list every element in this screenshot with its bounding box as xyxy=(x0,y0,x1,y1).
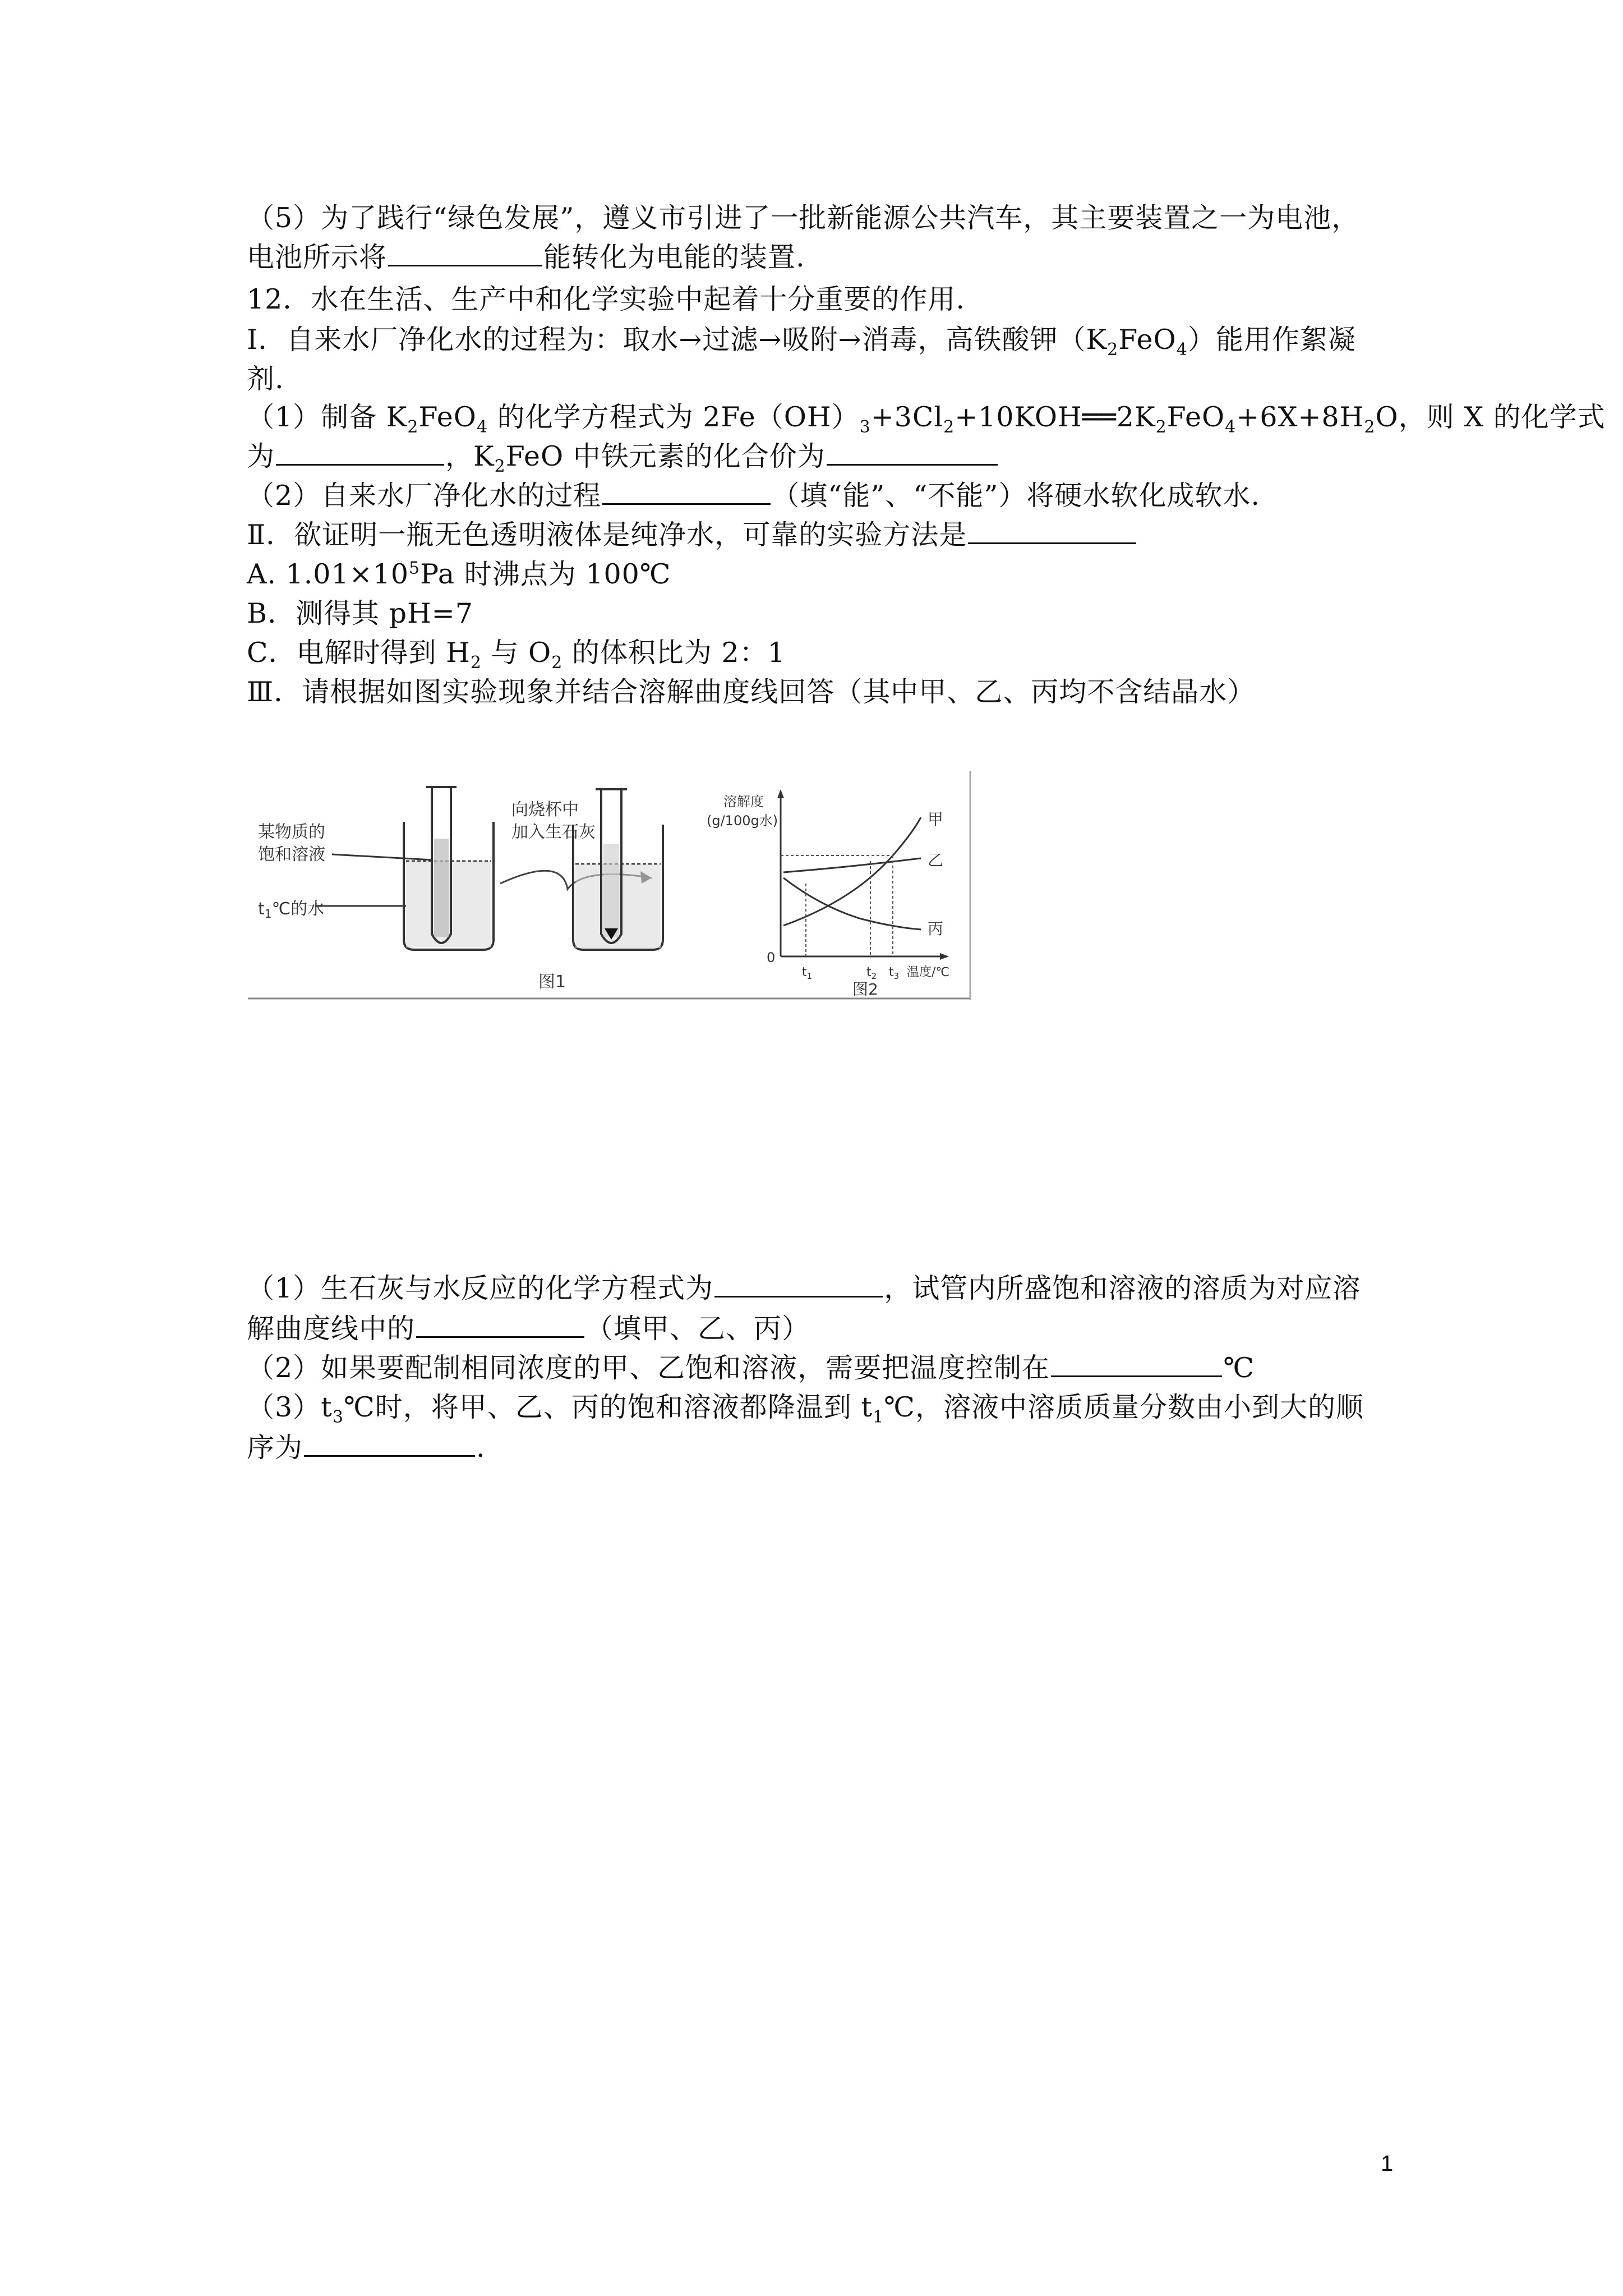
tick-t2: $t_2$ xyxy=(866,965,877,981)
tick-t1: $t_1$ xyxy=(802,965,813,981)
series-bing-label: 丙 xyxy=(928,919,944,938)
answer-blank[interactable] xyxy=(968,517,1136,544)
option-b: B．测得其 pH=7 xyxy=(247,597,473,629)
answer-blank[interactable] xyxy=(304,1429,475,1457)
y-axis-unit: (g/100g水) xyxy=(707,813,778,829)
answer-blank[interactable] xyxy=(827,438,998,466)
q12-part3: Ⅲ．请根据如图实验现象并结合溶解曲度线回答（其中甲、乙、丙均不含结晶水） xyxy=(247,676,1256,708)
q12-q3-line-1: $(3)t_3℃$时，将甲、乙、丙的饱和溶液都降温到 $t_1℃$，溶液中溶质质量分数由小到大的顺 xyxy=(247,1391,1364,1427)
experiment-figure xyxy=(248,771,971,1000)
q12-q3-line-2: 序为 . xyxy=(247,1429,1402,1467)
label-saturated-solution: 饱和溶液 xyxy=(258,845,325,864)
figure-svg xyxy=(248,771,971,1000)
curve-bing xyxy=(783,878,921,930)
q5-text-2b: 能转化为电能的装置. xyxy=(543,241,805,273)
page-number: 1 xyxy=(1381,2151,1394,2176)
figure1-caption: 图1 xyxy=(538,972,566,992)
q12-part2: Ⅱ．欲证明一瓶无色透明液体是纯净水，可靠的实验方法是 xyxy=(247,516,1402,554)
q12-title: 12．水在生活、生产中和化学实验中起着十分重要的作用. xyxy=(247,283,965,315)
q12-sub2: （2）自来水厂净化水的过程 （填“能”、“不能”）将硬水软化成软水. xyxy=(247,477,1402,515)
figure2-caption: 图2 xyxy=(852,980,878,999)
answer-blank[interactable] xyxy=(714,1270,883,1297)
q5-line-1 xyxy=(247,199,1402,237)
origin-label: 0 xyxy=(767,950,776,965)
q5-text-1: （5）为了践行“绿色发展”，遵义市引进了一批新能源公共汽车，其主要装置之一为电池， xyxy=(247,202,1360,234)
q12-part1: Ⅰ．自来水厂净化水的过程为：取水→过滤→吸附→消毒，高铁酸钾$(K_2FeO_4)$能用作絮凝 xyxy=(247,324,1356,360)
answer-blank[interactable] xyxy=(602,477,771,505)
answer-blank[interactable] xyxy=(388,239,542,266)
label-substance: 某物质的 xyxy=(258,822,325,842)
beaker-left xyxy=(404,787,494,950)
answer-blank[interactable] xyxy=(1051,1350,1222,1377)
solubility-chart xyxy=(707,789,949,999)
series-jia-label: 甲 xyxy=(928,810,944,829)
option-a: A. $1.01\times 10^5Pa$ 时沸点为 100℃ xyxy=(247,558,671,590)
q12-part1-end: 剂. xyxy=(247,363,284,395)
arrow-text-1: 向烧杯中 xyxy=(511,800,579,820)
q12-q1-line-2: 解曲度线中的 （填甲、乙、丙） xyxy=(247,1310,1402,1348)
q12-sub1-line-1: （1）制备 $K_2FeO_4$ 的化学方程式为 $2Fe(OH)_3+3Cl_2+10KOH══2K_2FeO_4+6X+8H_2O$，则 X 的化学式 xyxy=(247,401,1606,437)
q12-q1-line-1: （1）生石灰与水反应的化学方程式为 ，试管内所盛饱和溶液的溶质为对应溶 xyxy=(247,1269,1402,1308)
answer-blank[interactable] xyxy=(276,438,444,466)
q12-q2: （2）如果要配制相同浓度的甲、乙饱和溶液，需要把温度控制在 ℃ xyxy=(247,1349,1402,1387)
series-yi-label: 乙 xyxy=(928,851,944,869)
arrow-text-2: 加入生石灰 xyxy=(511,822,596,842)
y-axis-label: 溶解度 xyxy=(723,794,764,809)
tick-t3: $t_3$ xyxy=(889,965,900,981)
q12-sub1-line-2: 为 ，$K_2FeO$ 中铁元素的化合价为 xyxy=(247,438,1402,476)
q5-line-2 xyxy=(247,238,1402,277)
curve-jia xyxy=(783,817,921,926)
beaker-right xyxy=(573,789,663,950)
option-c: C．电解时得到 $H_2$ 与 $O_2$ 的体积比为 2：1 xyxy=(247,637,786,673)
curve-yi xyxy=(783,858,921,872)
q5-text-2a: 电池所示将 xyxy=(247,241,388,273)
answer-blank[interactable] xyxy=(416,1310,584,1338)
label-water: $t_1℃$的水 xyxy=(258,899,325,921)
x-axis-label: 温度/℃ xyxy=(907,965,950,979)
